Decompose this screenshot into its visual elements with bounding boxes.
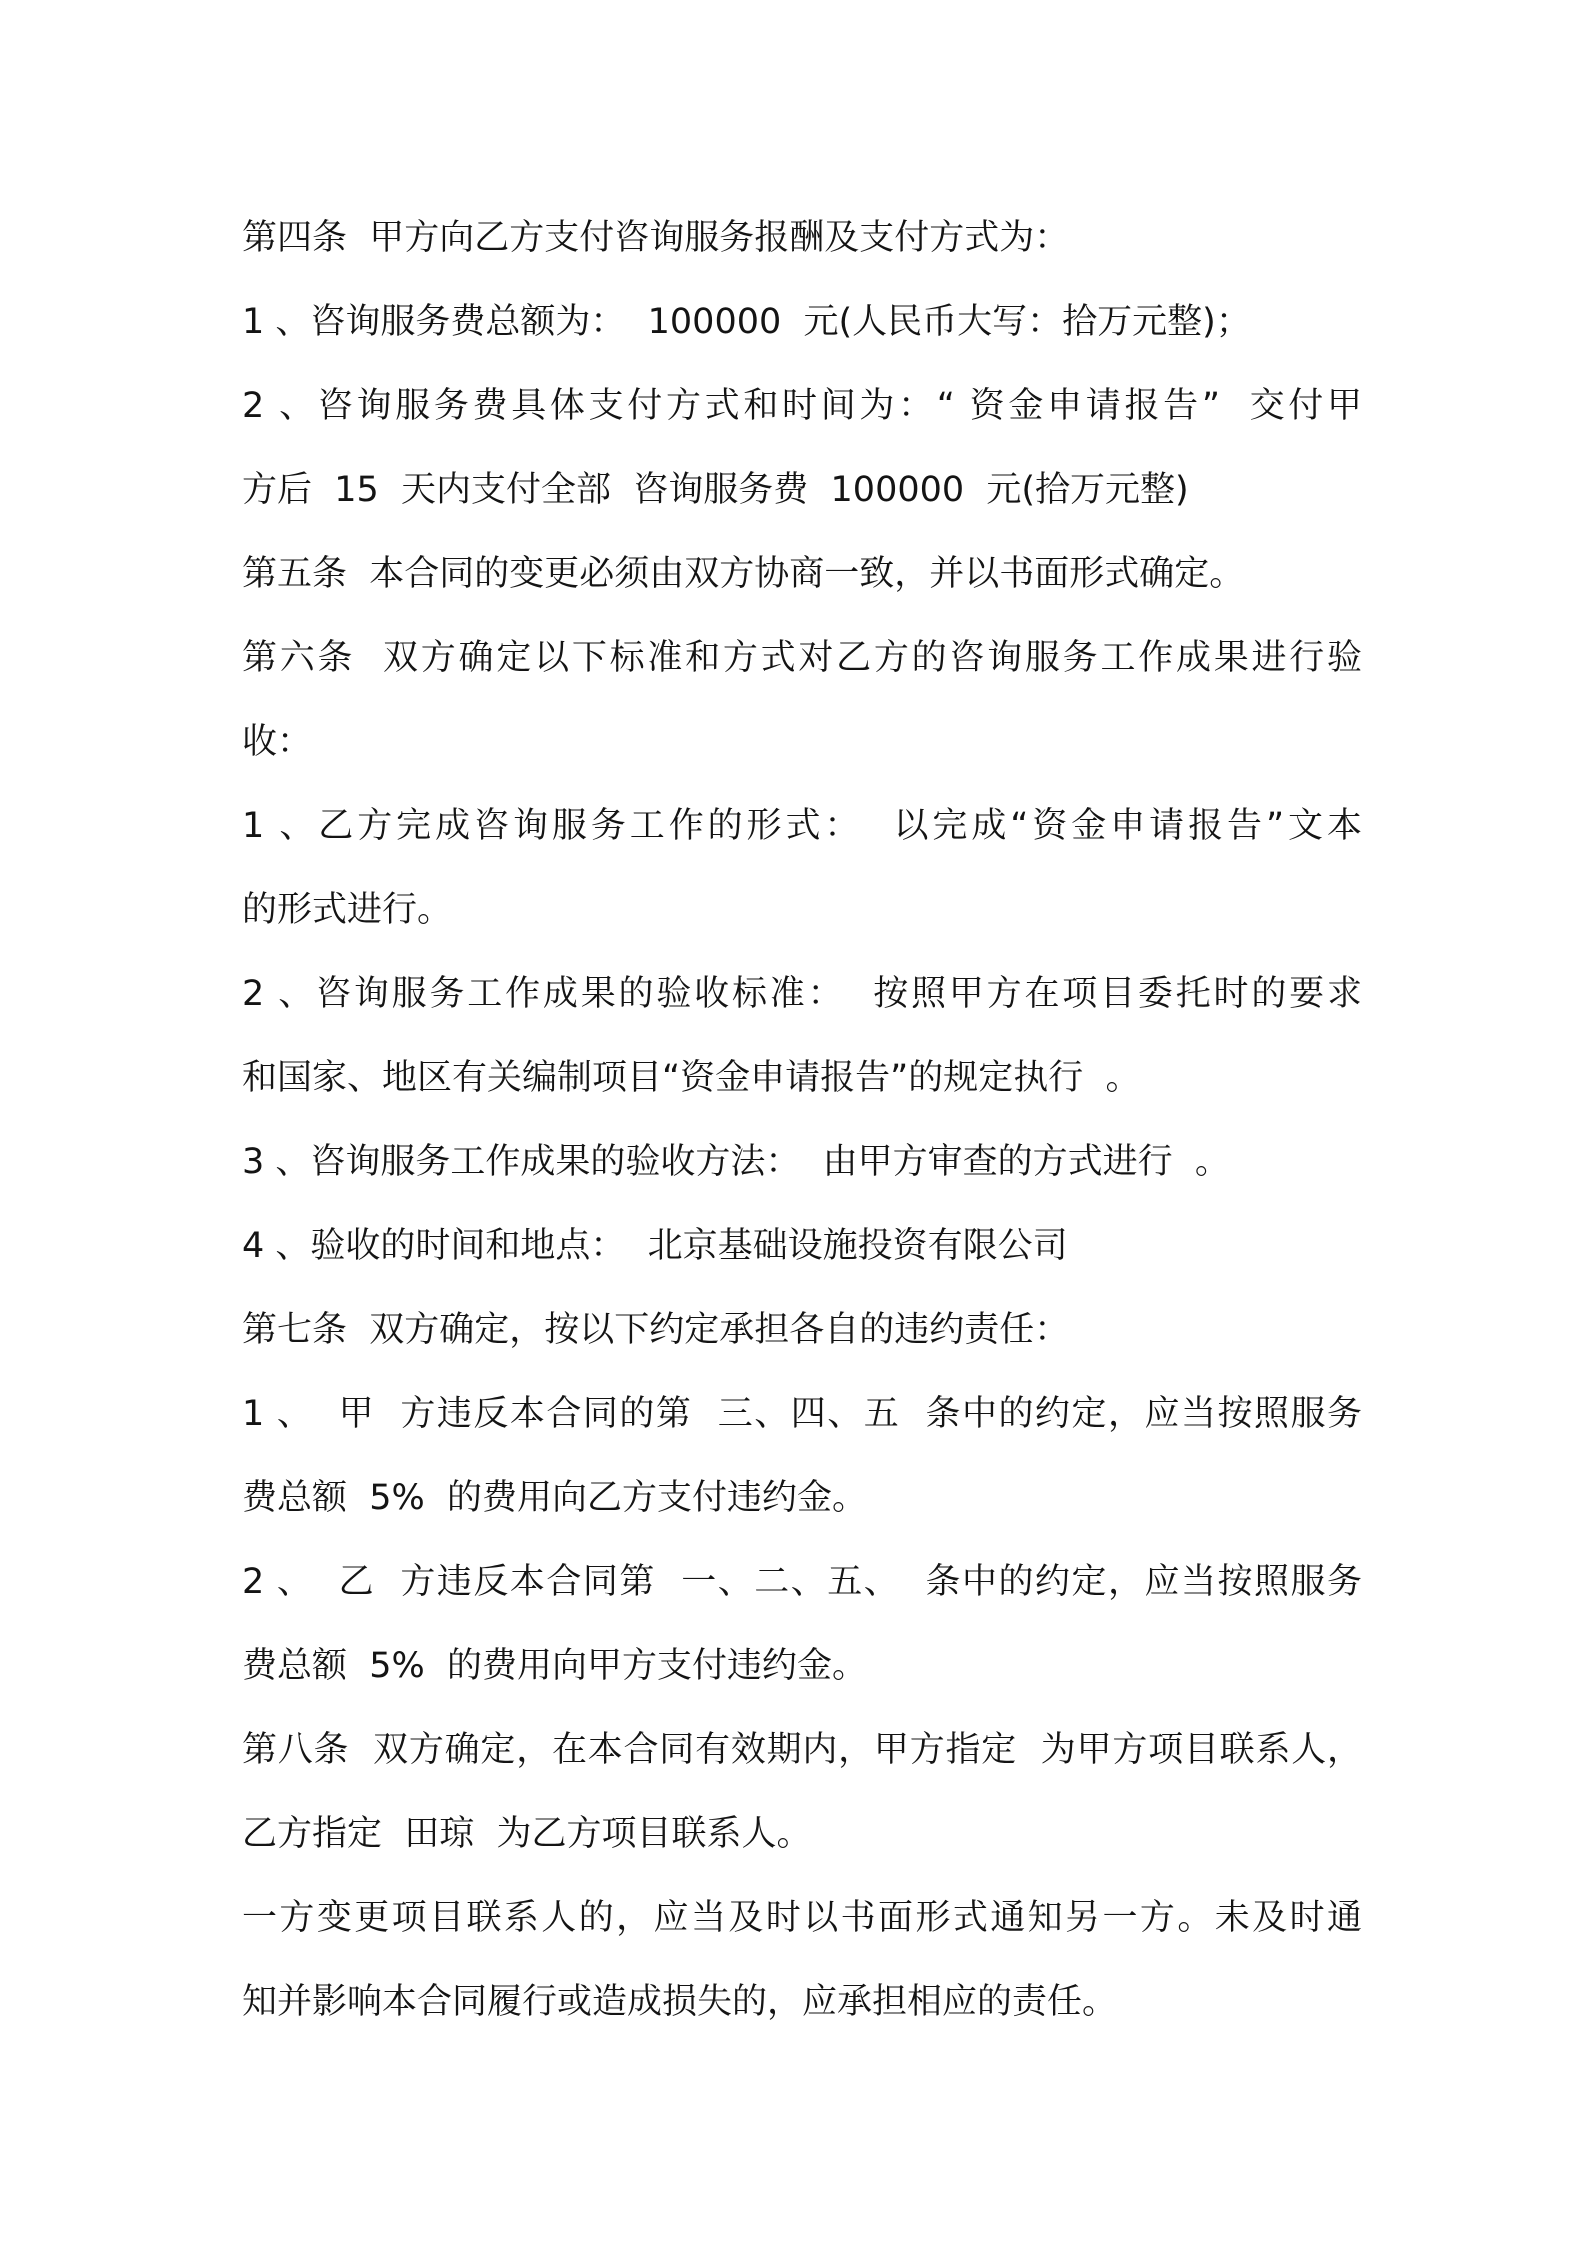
article-4-item-1: 1 、咨询服务费总额为： 100000 元(人民币大写：拾万元整)； bbox=[242, 302, 1251, 342]
article-6-item-3: 3 、咨询服务工作成果的验收方法： 由甲方审查的方式进行 。 bbox=[242, 1142, 1230, 1182]
article-5: 第五条 本合同的变更必须由双方协商一致，并以书面形式确定。 bbox=[242, 554, 1245, 594]
article-7-item-1-line-1: 1 、 甲 方违反本合同的第 三、四、五 条中的约定，应当按照服务 bbox=[242, 1394, 1362, 1434]
article-7-item-1-line-2: 费总额 5% 的费用向乙方支付违约金。 bbox=[242, 1478, 868, 1518]
contract-body bbox=[242, 196, 1362, 2044]
article-6-item-1-line-2: 的形式进行。 bbox=[242, 890, 453, 930]
article-6-heading-line-2: 收： bbox=[242, 722, 313, 762]
article-4-heading: 第四条 甲方向乙方支付咨询服务报酬及支付方式为： bbox=[242, 218, 1070, 258]
contact-change-line-2: 知并影响本合同履行或造成损失的，应承担相应的责任。 bbox=[242, 1982, 1118, 2022]
article-6-item-2-line-1: 2 、咨询服务工作成果的验收标准： 按照甲方在项目委托时的要求 bbox=[242, 974, 1362, 1014]
article-4-item-2-line-1: 2 、咨询服务费具体支付方式和时间为：“ 资金申请报告” 交付甲 bbox=[242, 386, 1362, 426]
contact-change-line-1: 一方变更项目联系人的，应当及时以书面形式通知另一方。未及时通 bbox=[242, 1898, 1362, 1938]
article-7-item-2-line-2: 费总额 5% 的费用向甲方支付违约金。 bbox=[242, 1646, 868, 1686]
article-8-line-1: 第八条 双方确定，在本合同有效期内，甲方指定 为甲方项目联系人， bbox=[242, 1730, 1362, 1770]
article-8-line-2: 乙方指定 田琼 为乙方项目联系人。 bbox=[242, 1814, 812, 1854]
article-7-item-2-line-1: 2 、 乙 方违反本合同第 一、二、五、 条中的约定，应当按照服务 bbox=[242, 1562, 1362, 1602]
article-6-item-4: 4 、验收的时间和地点： 北京基础设施投资有限公司 bbox=[242, 1226, 1068, 1266]
article-4-item-2-line-2: 方后 15 天内支付全部 咨询服务费 100000 元(拾万元整) bbox=[242, 470, 1189, 510]
article-6-item-1-line-1: 1 、乙方完成咨询服务工作的形式： 以完成“资金申请报告”文本 bbox=[242, 806, 1362, 846]
article-7-heading: 第七条 双方确定，按以下约定承担各自的违约责任： bbox=[242, 1310, 1070, 1350]
article-6-item-2-line-2: 和国家、地区有关编制项目“资金申请报告”的规定执行 。 bbox=[242, 1058, 1141, 1098]
article-6-heading-line-1: 第六条 双方确定以下标准和方式对乙方的咨询服务工作成果进行验 bbox=[242, 638, 1362, 678]
